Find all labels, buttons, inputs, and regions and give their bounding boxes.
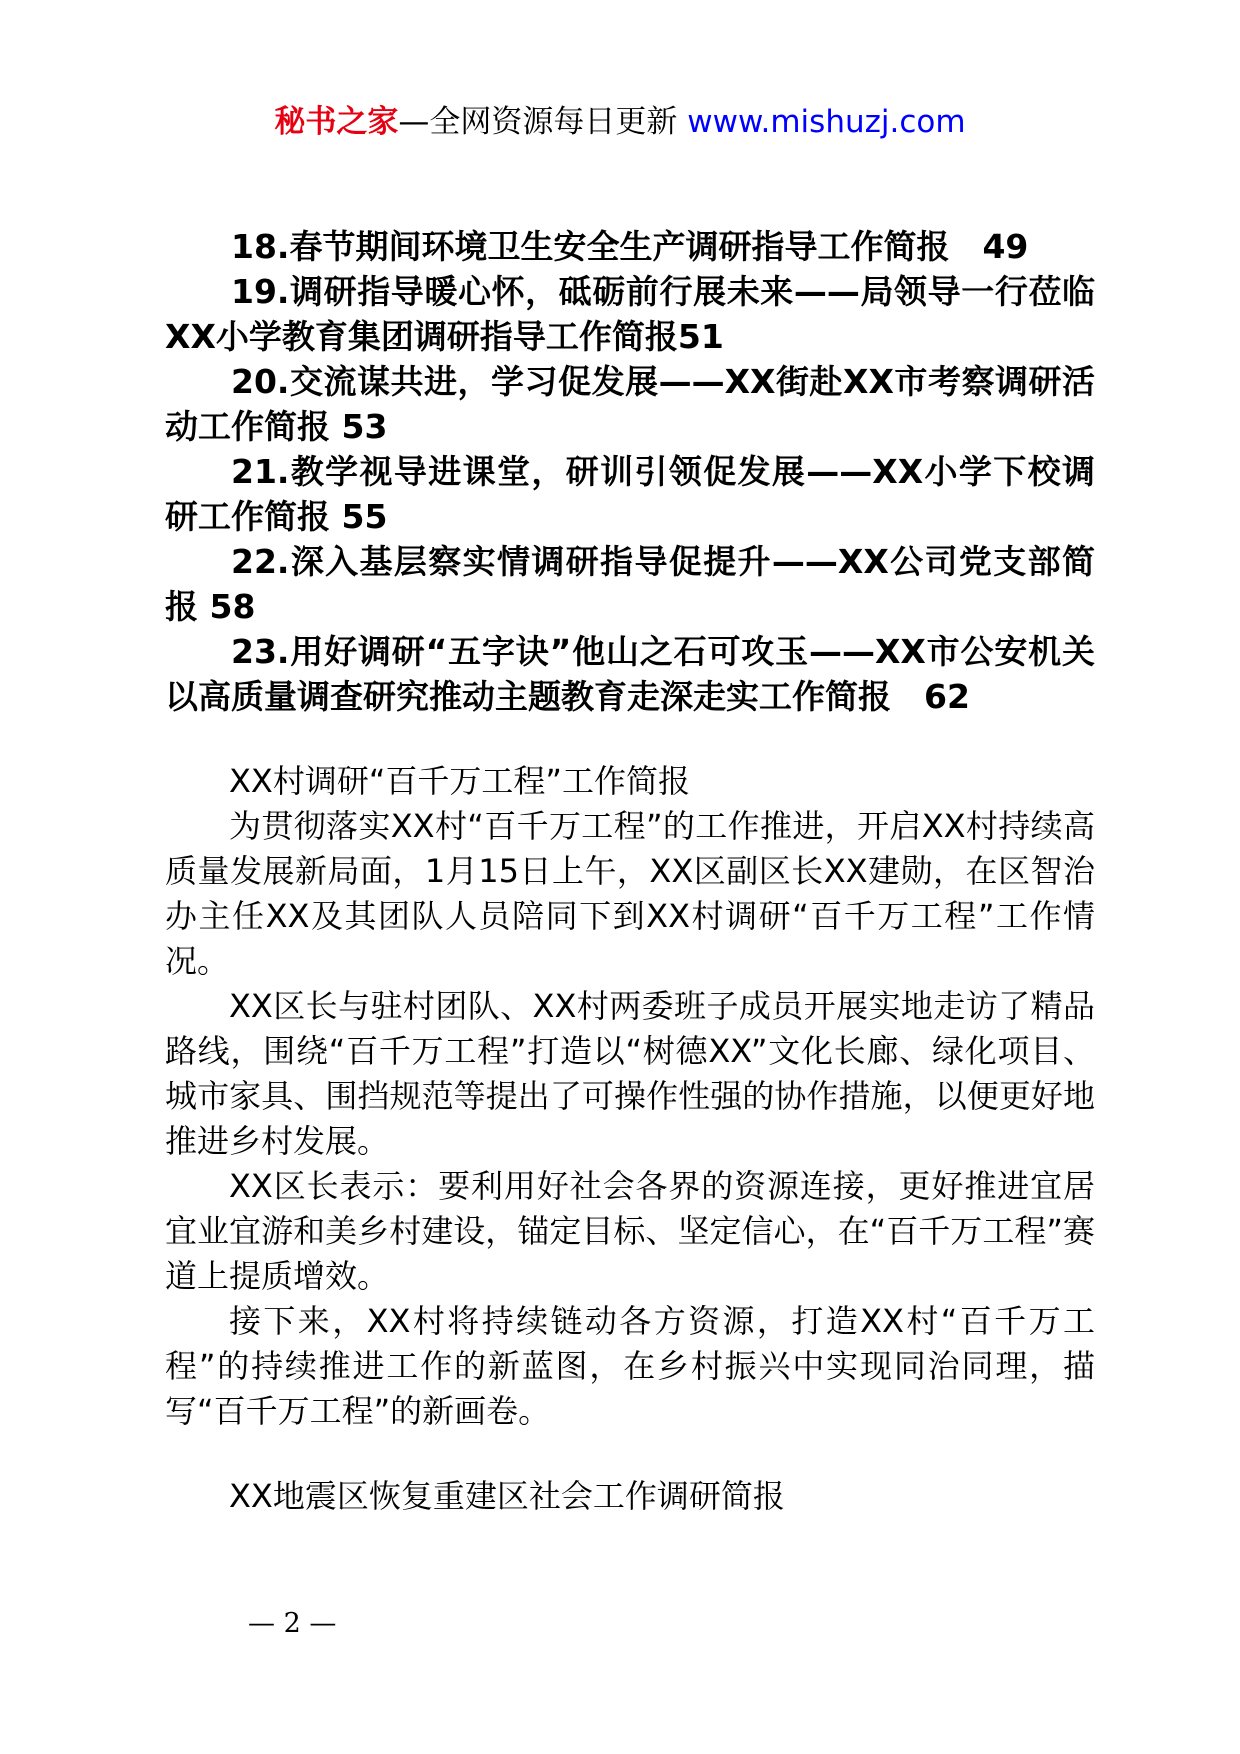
brand-name: 秘书之家	[274, 104, 399, 140]
site-header	[0, 100, 1240, 144]
article-paragraph: 为贯彻落实XX村“百千万工程”的工作推进，开启XX村持续高质量发展新局面，1月15日上午，XX区副区长XX建勋，在区智治办主任XX及其团队人员陪同下到XX村调研“百千万工程”工作情况。	[165, 807, 1095, 980]
header-slogan: —全网资源每日更新	[398, 104, 678, 140]
article-title: XX村调研“百千万工程”工作简报	[229, 762, 691, 800]
toc-item: 20.交流谋共进，学习促发展——XX街赴XX市考察调研活动工作简报 53	[165, 362, 1095, 446]
document-body	[165, 224, 1095, 1519]
article-title: XX地震区恢复重建区社会工作调研简报	[229, 1477, 785, 1515]
toc-item: 19.调研指导暖心怀，砥砺前行展未来——局领导一行莅临XX小学教育集团调研指导工作简报51	[165, 272, 1095, 356]
article-paragraph: XX区长表示：要利用好社会各界的资源连接，更好推进宜居宜业宜游和美乡村建设，锚定目标、坚定信心，在“百千万工程”赛道上提质增效。	[165, 1167, 1095, 1295]
toc-item: 18.春节期间环境卫生安全生产调研指导工作简报 49	[231, 227, 1029, 266]
article-paragraph: 接下来，XX村将持续链动各方资源，打造XX村“百千万工程”的持续推进工作的新蓝图，在乡村振兴中实现同治同理，描写“百千万工程”的新画卷。	[165, 1302, 1095, 1430]
page-number: — 2 —	[248, 1608, 337, 1639]
table-of-contents	[165, 224, 1095, 719]
toc-item: 21.教学视导进课堂，研训引领促发展——XX小学下校调研工作简报 55	[165, 452, 1095, 536]
toc-item: 23.用好调研“五字诀”他山之石可攻玉——XX市公安机关以高质量调查研究推动主题教育走深走实工作简报 62	[165, 632, 1095, 716]
article-paragraph: XX区长与驻村团队、XX村两委班子成员开展实地走访了精品路线，围绕“百千万工程”打造以“树德XX”文化长廊、绿化项目、城市家具、围挡规范等提出了可操作性强的协作措施，以便更好地推进乡村发展。	[165, 987, 1095, 1160]
toc-item: 22.深入基层察实情调研指导促提升——XX公司党支部简报 58	[165, 542, 1095, 626]
site-url[interactable]: www.mishuzj.com	[687, 104, 966, 140]
article-section	[165, 759, 1095, 1519]
